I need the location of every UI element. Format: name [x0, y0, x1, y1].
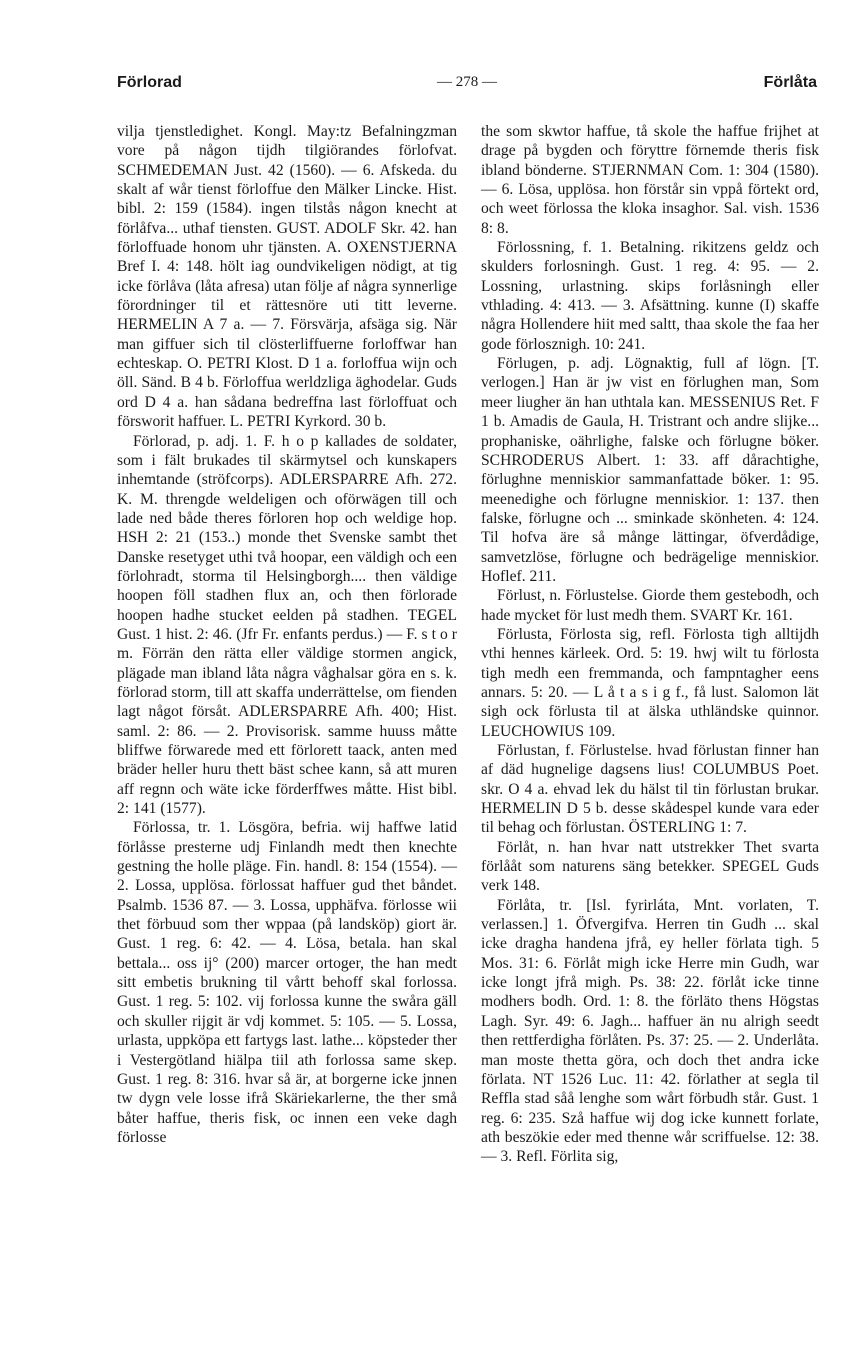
entry-paragraph: the som skwtor haffue, tå skole the haffue frijhet at drage på bygden och föryttre förnemde theris fisk ibland bönderne. STJERNMAN Com. 1: 304 (1580). — 6. Lösa, upplösa. hon förstår sin vppå förtekt ord, och weet förlossa the kloka insaghor. Sal. vish. 1536 8: 8.: [481, 123, 819, 237]
entry-paragraph: Förlugen, p. adj. Lögnaktig, full af lögn. [T. verlogen.] Han är jw vist en förlughen man, Som meer liugher än han uthtala kan. MESSENIUS Ret. F 1 b. Amadis de Gaula, H. Tristrant och andre slijke... prophaniske, oährlighe, falske och förlugne böker. SCHRODERUS Albert. 1: 33. aff dårachtighe, förlughne menniskior sammanfattade böker. 1: 95. meenedighe och förlugne menniskior. 1: 137. then falske, förlugne och ... sminkade skönheten. 4: 124. Til hofva äre så månge lättingar, öfverdådige, samvetzlöse, förlugne och bedrägelige menniskior. Hoflef. 211.: [481, 355, 819, 585]
entry-paragraph: Förlusta, Förlosta sig, refl. Förlosta tigh alltijdh vthi hennes kärleek. Ord. 5: 19. hwj wilt tu förlosta tigh medh een fremmanda, och fampntagher eens annars. 5: 20. — L å t a s i g f., få lust. Salomon lät sigh ock förlusta til at älska uthländske quinnor. LEUCHOWIUS 109.: [481, 625, 819, 740]
entry-paragraph: Förlossning, f. 1. Betalning. rikitzens geldz och skulders forlosningh. Gust. 1 reg. 4: 95. — 2. Lossning, urlastning. skips forlåsningh eller vthlading. 4: 413. — 3. Afsättning. kunne (I) skaffe några Hollendere hiit med saltt, thaa skole the faa her gode förlosznigh. 10: 241.: [481, 239, 819, 353]
entry-paragraph: Förlåt, n. han hvar natt utstrekker Thet svarta förlååt som naturens säng betekker. SPEGEL Guds verk 148.: [481, 838, 819, 895]
entry-paragraph: Förlustan, f. Förlustelse. hvad förlustan finner han af däd hugnelige dagsens lius! COLUMBUS Poet. skr. O 4 a. ehvad lek du hälst til tin förlustan brukar. HERMELIN D 5 b. desse skådespel kunde vara eder til behag och förlustan. ÖSTERLING 1: 7.: [481, 742, 819, 837]
right-column: [481, 122, 819, 1167]
page-number: — 278 —: [437, 74, 497, 90]
right-running-headword: Förlåta: [763, 74, 817, 91]
page-header: [117, 74, 817, 98]
left-running-headword: Förlorad: [117, 74, 182, 91]
entry-paragraph: Förlossa, tr. 1. Lösgöra, befria. wij haffwe latid förlåsse presterne udj Finlandh medt then knechte gestning the holle pläge. Fin. handl. 8: 154 (1554). — 2. Lossa, upplösa. förlossat haffuer gud thet båndet. Psalmb. 1536 87. — 3. Lossa, upphäfva. förlosse wii thet förbuud som ther wppaa (på landsköp) giort är. Gust. 1 reg. 6: 42. — 4. Lösa, betala. han skal bettala... oss ij° (200) marcer ortoger, the han medt sitt embetis brukning til vårtt behoff skal forlossa. Gust. 1 reg. 5: 102. vij forlossa kunne the swåra gäll och skuller rijgit är vdj kommet. 5: 105. — 5. Lossa, urlasta, uppköpa ett fartygs last. lathe... köpsteder ther i Vestergötland hiälpa tiil ath forlossa same skep. Gust. 1 reg. 8: 316. hvar så är, at borgerne icke jnnen tw dygn vele losse ifrå Skäriekarlerne, the ther små båter haffue, theris fisk, oc innen een veke dagh förlosse: [117, 819, 457, 1146]
left-column: [117, 122, 457, 1147]
entry-paragraph: Förlåta, tr. [Isl. fyrirláta, Mnt. vorlaten, T. verlassen.] 1. Öfvergifva. Herren tin Gudh ... skal icke dragha handena jfrå, ey heller förlata tigh. 5 Mos. 31: 6. Förlåt migh icke Herre min Gudh, war icke longt jfrå migh. Ps. 38: 22. förlåt icke tinne modhers bodh. Ord. 1: 8. the förläto thens Högstas Lagh. Syr. 49: 6. Jagh... haffuer än nu alrigh seedt then rettferdigha förlåten. Ps. 37: 25. — 2. Underlåta. man moste thetta göra, och doch thet andra icke förlata. NT 1526 Luc. 11: 42. förlather at segla til Reffla stad såå lenghe som wårt förbudh står. Gust. 1 reg. 6: 235. Szå haffue wij dog icke kunnett forlate, ath beszökie eder med thenne wår scriffuelse. 12: 38. — 3. Refl. Förlita sig,: [481, 896, 819, 1166]
entry-paragraph: Förlorad, p. adj. 1. F. h o p kallades de soldater, som i fält brukades til skärmytsel och kunskapers inhemtande (ströfcorps). ADLERSPARRE Afh. 272. K. M. threngde weldeligen och oförwägen till och lade ned både theres förloren hop och weldige hop. HSH 2: 21 (153..) monde thet Svenske sambt thet Danske resetyget uthi två hoopar, een väldigh och een förlohradt, storma til Helsingborgh.... then väldige hoopen föll stadhen flux an, och then förlorade hoopen hadhe stucket eelden på stadhen. TEGEL Gust. 1 hist. 2: 46. (Jfr Fr. enfants perdus.) — F. s t o r m. Förrän den rätta eller väldige stormen angick, plägade man ibland låta några våghalsar göra en s. k. förlorad storm, till att skaffa underrättelse, om fienden lagt något försåt. ADLERSPARRE Afh. 400; Hist. saml. 2: 86. — 2. Provisorisk. samme huuss måtte bliffwe förwarede med ett förlorett taack, anten med bräder heller huru thett bäst schee kann, så att muren aff regnn och wäte icke förderffwes måtte. Hist bibl. 2: 141 (1577).: [117, 432, 457, 818]
entry-paragraph: Förlust, n. Förlustelse. Giorde them gestebodh, och hade mycket för lust medh them. SVART Kr. 161.: [481, 587, 819, 624]
entry-paragraph: vilja tjenstledighet. Kongl. May:tz Befalningzman vore på någon tijdh tilgiörandes förlofvat. SCHMEDEMAN Just. 42 (1560). — 6. Afskeda. du skalt af wår tienst förloffue den Mälker Lincke. Hist. bibl. 2: 159 (1584). ingen tilstås någon knecht at förlåfva... uthaf tiensten. GUST. ADOLF Skr. 42. han förloffuade honom uhr tjänsten. A. OXENSTJERNA Bref I. 4: 148. hölt iag oundvikeligen nödigt, at tig icke förlåva (låta afresa) utan följe af några synnerlige förordninger til et rättesnöre uti titt leverne. HERMELIN A 7 a. — 7. Försvärja, afsäga sig. När man giffuer sich til clösterliffuerne forloffwar han echteskap. O. PETRI Klost. D 1 a. forloffua wijn och öll. Sänd. B 4 b. Förloffua werldzliga äghodelar. Guds ord D 4 a. han sådana bedreffna last förloffuat och försworit haffuer. L. PETRI Kyrkord. 30 b.: [117, 123, 457, 431]
